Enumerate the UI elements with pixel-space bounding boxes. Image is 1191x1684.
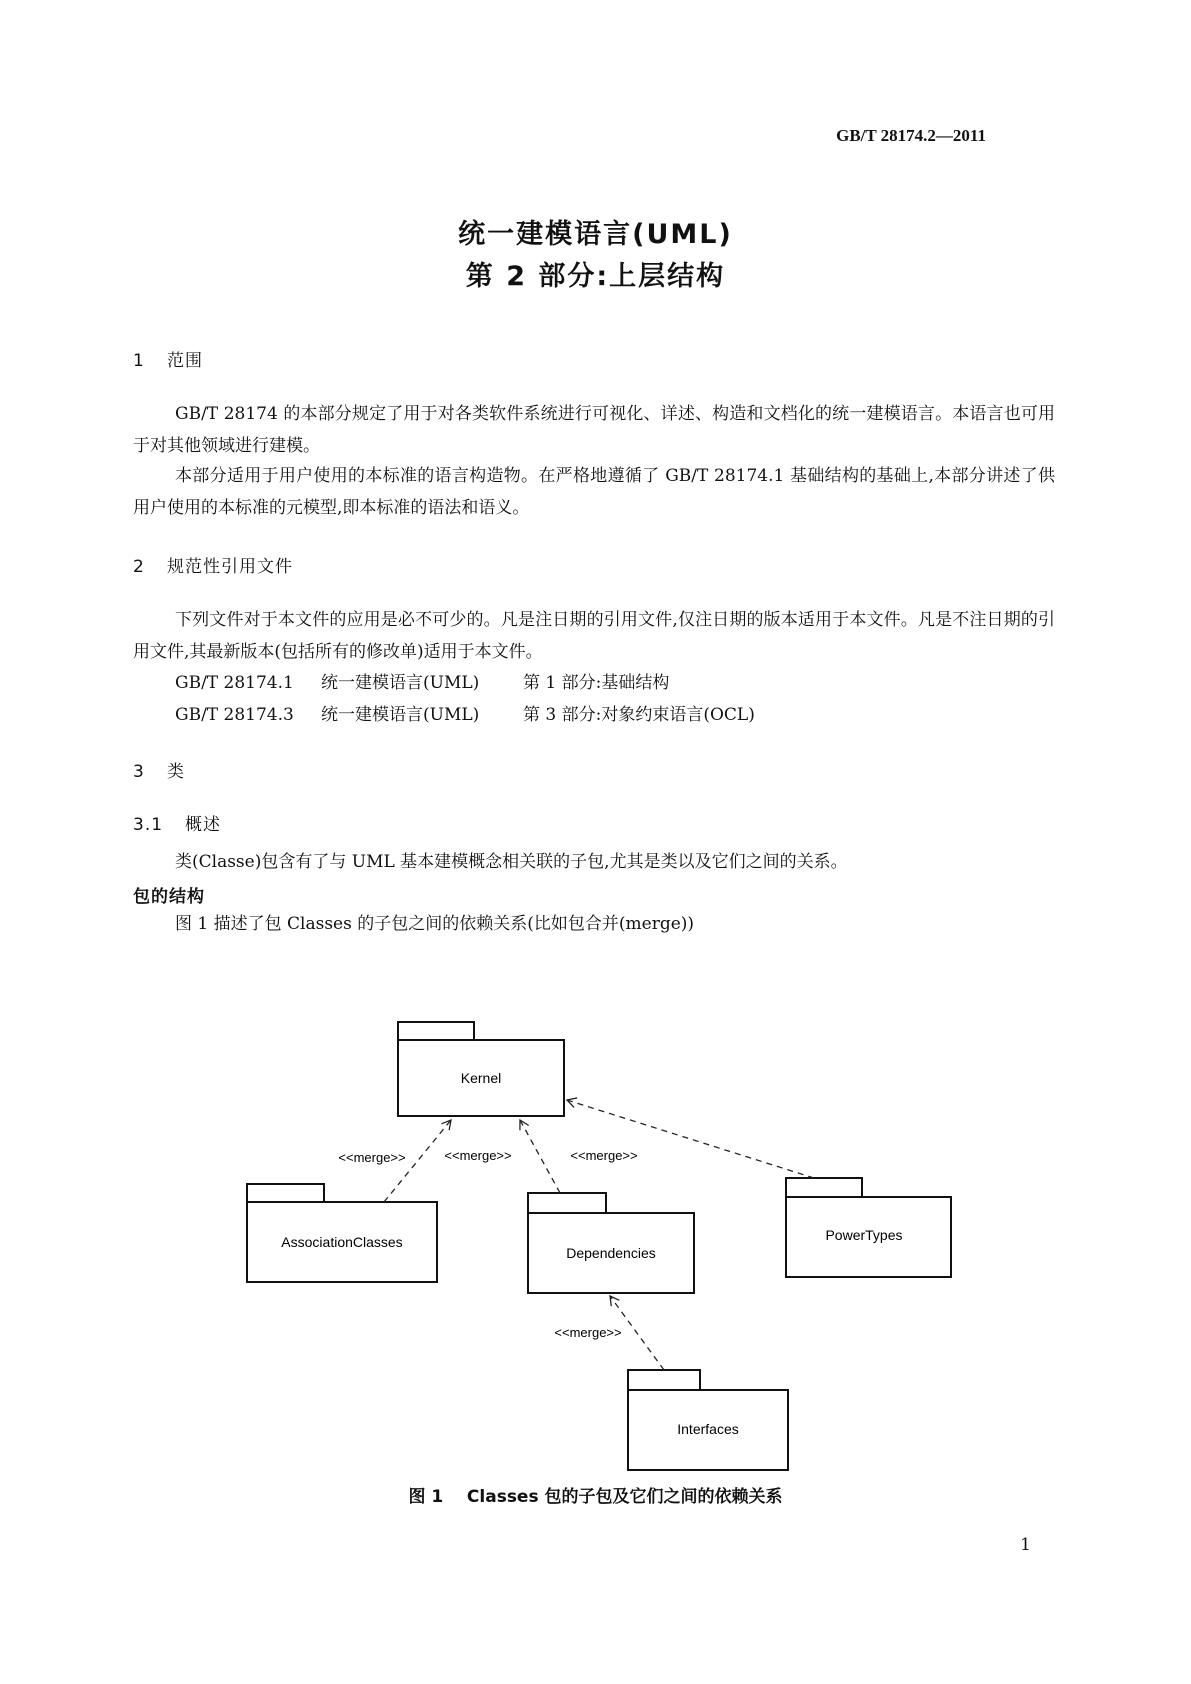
section-number: 3	[133, 762, 145, 782]
package-kernel	[398, 1022, 564, 1116]
package-label: AssociationClasses	[281, 1234, 403, 1250]
reference-title: 统一建模语言(UML)	[321, 705, 480, 725]
section-title: 规范性引用文件	[167, 557, 293, 577]
package-label: PowerTypes	[825, 1227, 903, 1243]
document-subtitle: 第 2 部分:上层结构	[465, 261, 726, 292]
package-interfaces	[628, 1370, 788, 1470]
merge-label: <<merge>>	[444, 1148, 512, 1163]
package-structure-heading: 包的结构	[133, 887, 205, 907]
merge-arrow-powertypes-to-kernel	[567, 1100, 814, 1178]
section-title: 概述	[185, 815, 221, 835]
package-powertypes	[786, 1178, 951, 1277]
reference-code: GB/T 28174.3	[175, 705, 294, 725]
package-label: Interfaces	[677, 1421, 739, 1437]
scope-paragraph-1: GB/T 28174 的本部分规定了用于对各类软件系统进行可视化、详述、构造和文档化的统一建模语言。本语言也可用于对其他领域进行建模。	[133, 404, 1055, 456]
reference-title: 统一建模语言(UML)	[321, 673, 480, 693]
document-title: 统一建模语言(UML)	[458, 219, 733, 250]
section-number: 1	[133, 351, 145, 371]
package-label: Kernel	[460, 1070, 502, 1086]
section-number: 3.1	[133, 815, 164, 835]
references-paragraph: 下列文件对于本文件的应用是必不可少的。凡是注日期的引用文件,仅注日期的版本适用于本文件。凡是不注日期的引用文件,其最新版本(包括所有的修改单)适用于本文件。	[133, 610, 1055, 662]
document-code: GB/T 28174.2—2011	[836, 126, 986, 145]
scope-paragraph-2: 本部分适用于用户使用的本标准的语言构造物。在严格地遵循了 GB/T 28174.1 基础结构的基础上,本部分讲述了供用户使用的本标准的元模型,即本标准的语法和语义。	[133, 466, 1055, 518]
merge-label: <<merge>>	[570, 1148, 638, 1163]
package-dependencies	[528, 1193, 694, 1293]
reference-code: GB/T 28174.1	[175, 673, 294, 693]
section-title: 范围	[167, 351, 203, 371]
package-association-classes	[247, 1184, 437, 1282]
page-number: 1	[1020, 1535, 1031, 1555]
package-label: Dependencies	[566, 1245, 656, 1261]
section-number: 2	[133, 557, 145, 577]
reference-part: 第 3 部分:对象约束语言(OCL)	[523, 705, 755, 725]
package-structure-paragraph: 图 1 描述了包 Classes 的子包之间的依赖关系(比如包合并(merge))	[175, 914, 695, 934]
merge-label: <<merge>>	[338, 1150, 406, 1165]
section-title: 类	[167, 762, 185, 782]
reference-part: 第 1 部分:基础结构	[523, 673, 670, 693]
overview-paragraph: 类(Classe)包含有了与 UML 基本建模概念相关联的子包,尤其是类以及它们之间的关系。	[175, 852, 848, 872]
merge-arrow-dependencies-to-kernel	[520, 1120, 560, 1193]
figure-caption: 图 1 Classes 包的子包及它们之间的依赖关系	[408, 1487, 783, 1507]
merge-label: <<merge>>	[554, 1325, 622, 1340]
